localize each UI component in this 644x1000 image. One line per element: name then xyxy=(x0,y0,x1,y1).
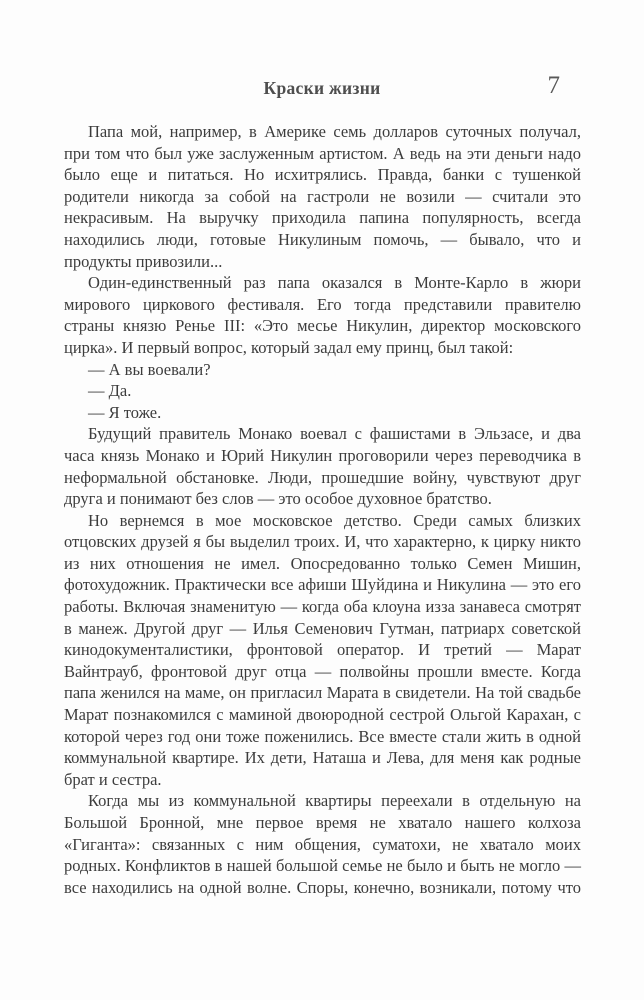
paragraph: Будущий правитель Монако воевал с фашистами в Эльзасе, и два часа князь Монако и Юрий Никулин проговорили через переводчика в неформальной обстановке. Люди, прошедшие войну, чувствуют друг друга и понимают без слов — это особое духовное братство. xyxy=(64,424,581,509)
paragraph: — Да. xyxy=(88,381,132,401)
page-number: 7 xyxy=(547,72,560,99)
paragraph: — А вы воевали? xyxy=(88,359,211,379)
paragraph: Но вернемся в мое московское детство. Среди самых близких отцовских друзей я бы выделил троих. И, что характерно, к цирку никто из них отношения не имел. Опосредованно только Семен Мишин, фотохудожник. Практически все афиши Шуйдина и Никулина — это его работы. Включая знаменитую — когда оба клоуна изза занавеса смотрят в манеж. Другой друг — Илья Семенович Гутман, патриарх советской кинодокументалистики, фронтовой оператор. И третий — Марат Вайнтрауб, фронтовой друг отца — полвойны прошли вместе. Когда папа женился на маме, он пригласил Марата в свидетели. На той свадьбе Марат познакомился с маминой двоюродной сестрой Ольгой Карахан, с которой через год они тоже поженились. Все вместе стали жить в одной коммунальной квартире. Их дети, Наташа и Лева, для меня как родные брат и сестра. xyxy=(64,510,581,789)
paragraph: Один-единственный раз папа оказался в Монте-Карло в жюри мирового циркового фестиваля. Его тогда представили правителю страны князю Ренье III: «Это месье Никулин, директор московского цирка». И первый вопрос, который задал ему принц, был такой: xyxy=(64,273,581,357)
paragraph: — Я тоже. xyxy=(88,402,162,422)
paragraph: Когда мы из коммунальной квартиры переехали в отдельную на Большой Бронной, мне первое время не хватало нашего колхоза «Гиганта»: связанных с ним общения, суматохи, не хватало моих родных. Конфликтов в нашей большой семье не было и быть не могло — все находились на одной волне. Споры, конечно, возникали, потому что xyxy=(64,791,581,897)
page-text xyxy=(64,121,581,898)
chapter-title: Краски жизни xyxy=(263,78,381,98)
paragraph: Папа мой, например, в Америке семь долларов суточных получал, при том что был уже заслуженным артистом. А ведь на эти деньги надо было еще и питаться. Но исхитрялись. Правда, банки с тушенкой родители никогда за собой на гастроли не возили — считали это некрасивым. На выручку приходила папина популярность, всегда находились люди, готовые Никулиным помочь, — бывало, что и продукты привозили... xyxy=(64,122,581,271)
running-header xyxy=(0,72,644,108)
